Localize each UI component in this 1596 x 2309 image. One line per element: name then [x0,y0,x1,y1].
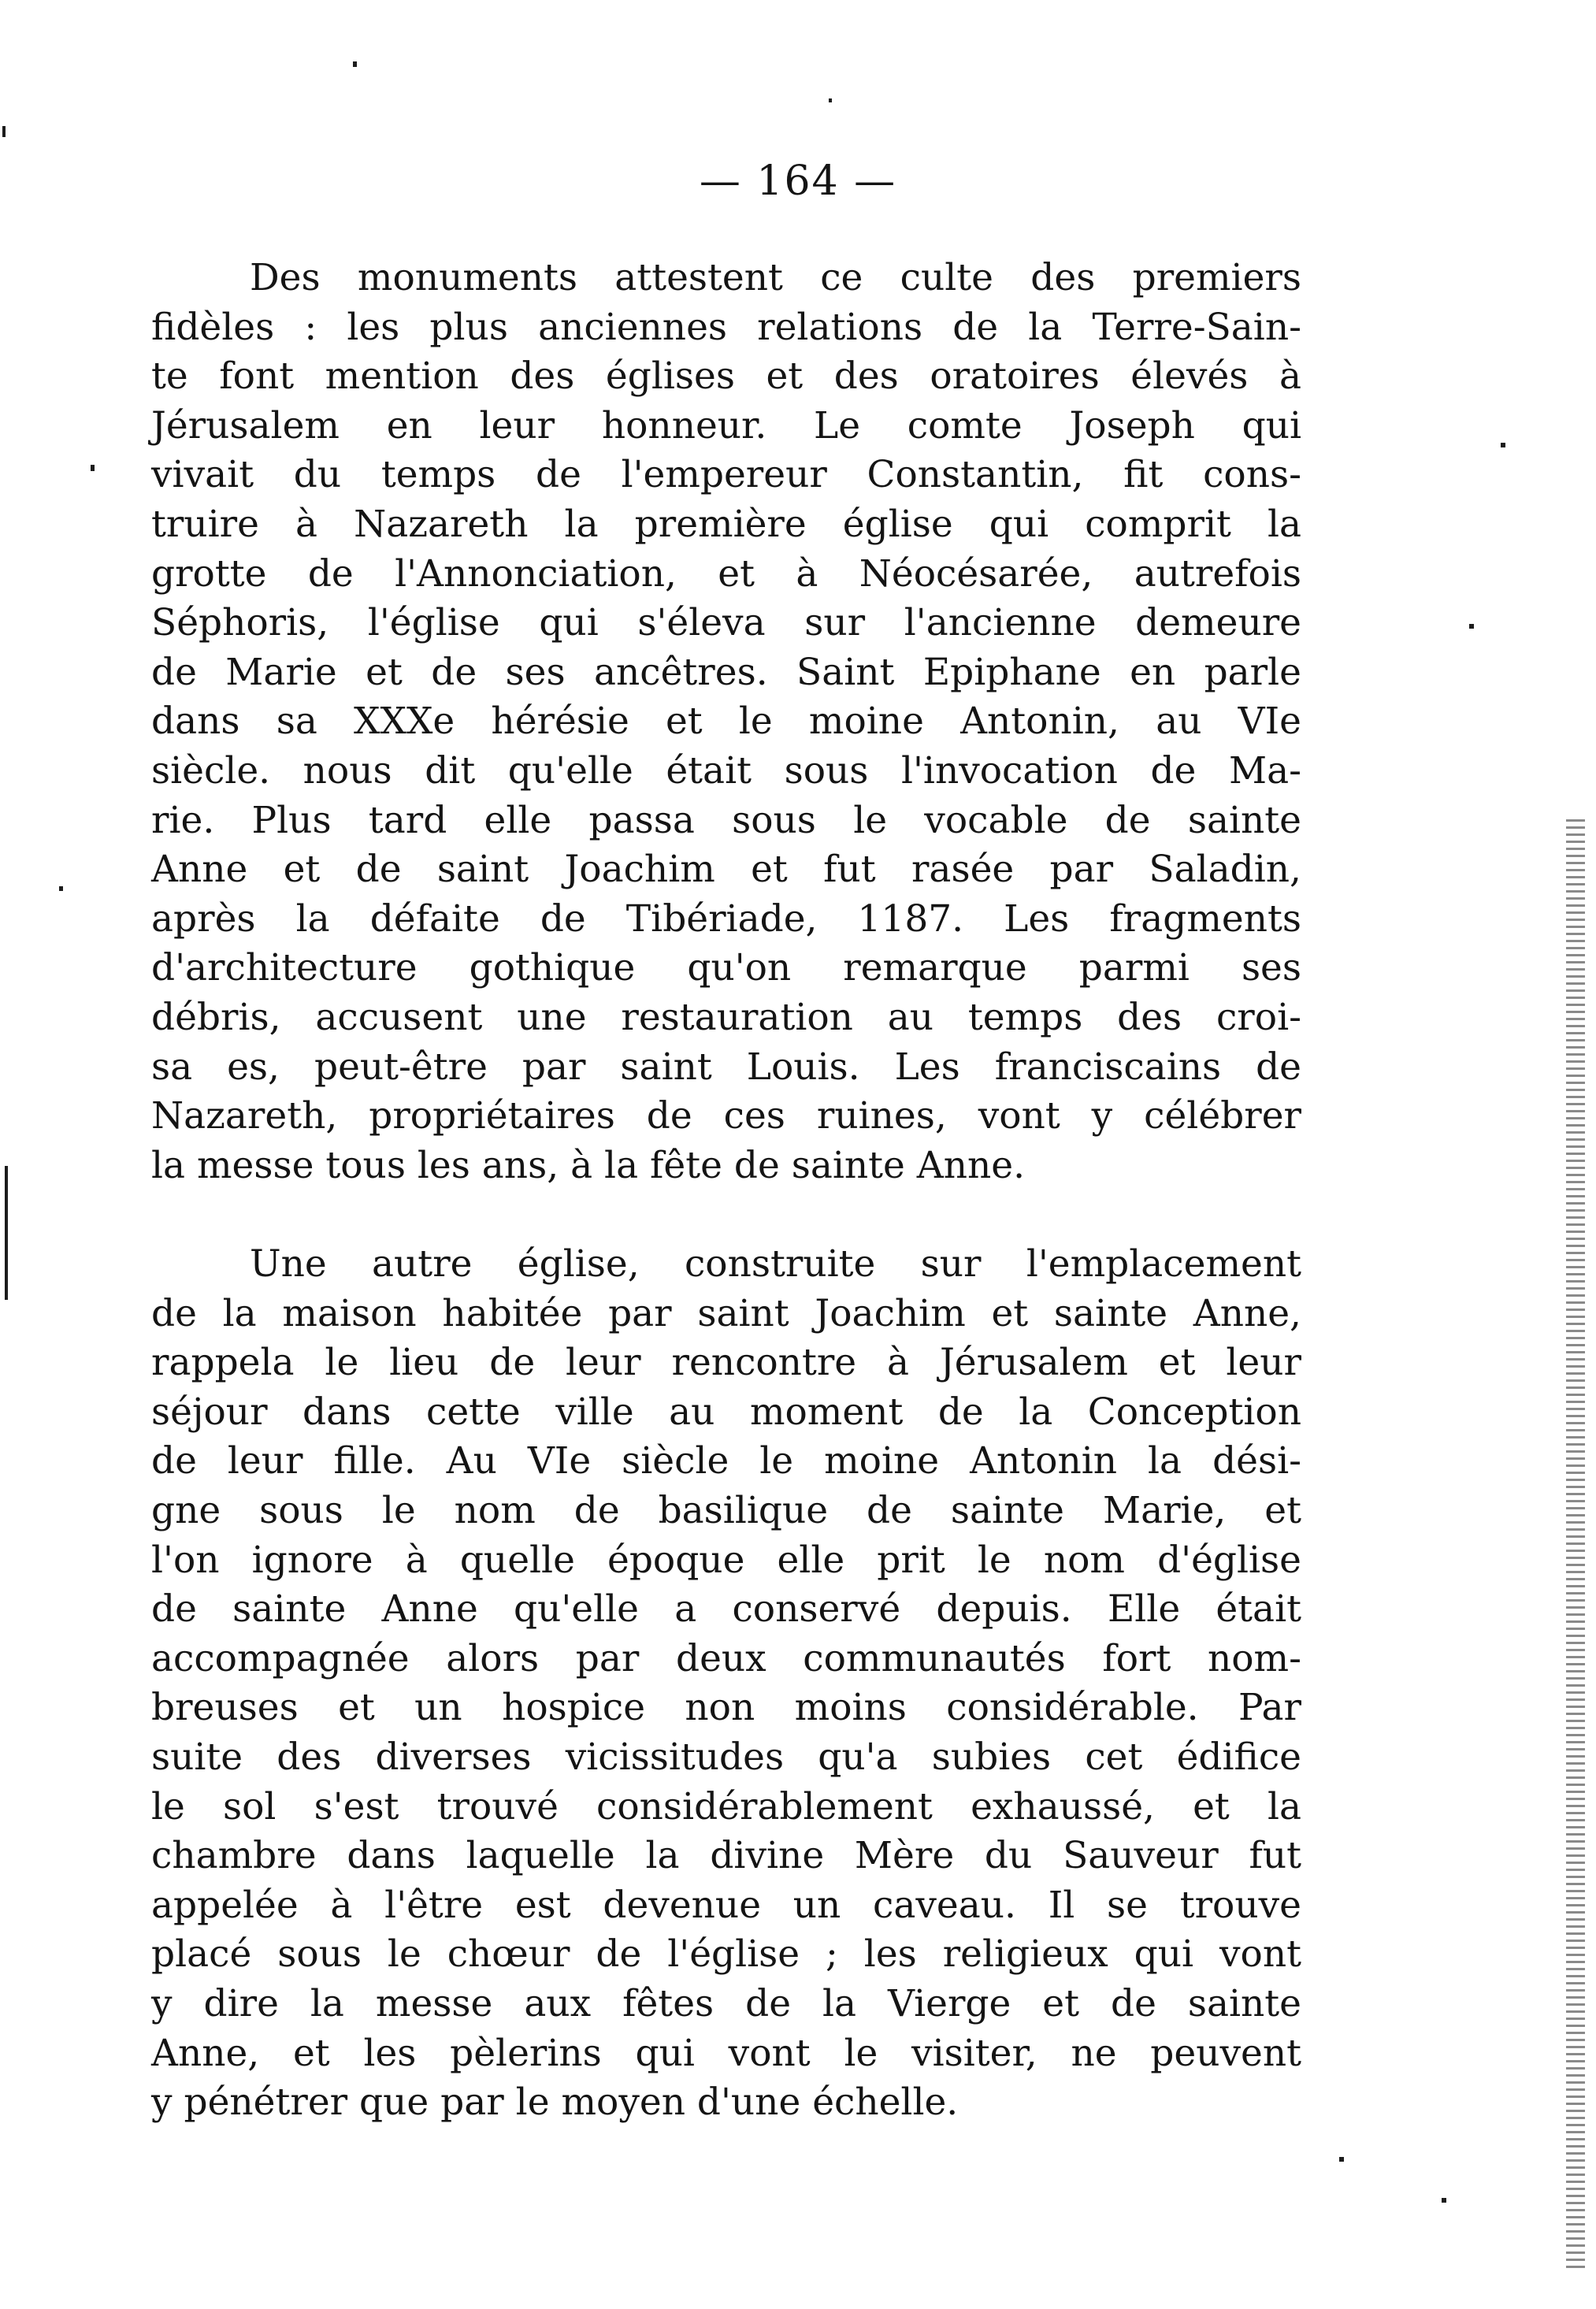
scan-speck [2,126,6,137]
text-line: après la défaite de Tibériade, 1187. Les fragments [151,897,1301,941]
text-line: breuses et un hospice non moins considérable. Par [151,1686,1301,1730]
text-line: vivait du temps de l'empereur Constantin, fit cons- [151,453,1301,497]
scan-speck [1501,443,1505,447]
text-line: Séphoris, l'église qui s'éleva sur l'ancienne demeure [151,601,1301,645]
text-line: débris, accusent une restauration au temps des croi- [151,995,1301,1039]
text-line: de Marie et de ses ancêtres. Saint Epiphane en parle [151,650,1301,694]
text-line: y pénétrer que par le moyen d'une échelle. [151,2081,959,2125]
text-line: Nazareth, propriétaires de ces ruines, vont y célébrer [151,1094,1301,1138]
text-line: gne sous le nom de basilique de sainte Marie, et [151,1488,1301,1532]
page-number-header: — 164 — [699,158,897,205]
text-line: de sainte Anne qu'elle a conservé depuis. Elle était [151,1587,1301,1632]
text-line: Jérusalem en leur honneur. Le comte Joseph qui [151,403,1301,447]
scan-speck [59,886,63,891]
text-line: suite des diverses vicissitudes qu'a subies cet édifice [151,1735,1301,1779]
text-line: de leur fille. Au VIe siècle le moine Antonin la dési- [151,1439,1301,1483]
scan-speck [91,465,95,471]
text-line: le sol s'est trouvé considérablement exhaussé, et la [151,1784,1301,1828]
text-line: fidèles : les plus anciennes relations de la Terre-Sain- [151,305,1301,349]
text-line: grotte de l'Annonciation, et à Néocésarée, autrefois [151,551,1301,596]
scan-speck [353,61,357,67]
text-line: Anne, et les pèlerins qui vont le visiter, ne peuvent [151,2031,1301,2075]
text-line: la messe tous les ans, à la fête de sainte Anne. [151,1143,1026,1187]
paragraph-1 [151,254,1301,1190]
text-line: séjour dans cette ville au moment de la Conception [151,1390,1301,1434]
page-edge-line [5,1166,8,1300]
text-line: Une autre église, construite sur l'emplacement [250,1242,1301,1286]
text-line: truire à Nazareth la première église qui comprit la [151,502,1301,546]
text-line: l'on ignore à quelle époque elle prit le nom d'église [151,1538,1301,1582]
scan-speck [1442,2198,1446,2203]
scan-speck [1469,624,1474,629]
text-line: Des monuments attestent ce culte des premiers [250,256,1301,299]
text-line: dans sa XXXe hérésie et le moine Antonin, au VIe [151,700,1301,744]
text-line: placé sous le chœur de l'église ; les religieux qui vont [151,1932,1301,1977]
text-line: rie. Plus tard elle passa sous le vocable de sainte [151,798,1301,842]
text-line: accompagnée alors par deux communautés fort nom- [151,1636,1301,1680]
scan-speck [829,98,832,102]
binding-edge [1566,819,1585,2269]
text-line: siècle. nous dit qu'elle était sous l'invocation de Ma- [151,748,1301,793]
text-line: rappela le lieu de leur rencontre à Jérusalem et leur [151,1341,1301,1385]
text-line: chambre dans laquelle la divine Mère du Sauveur fut [151,1834,1301,1878]
paragraph-2 [151,1240,1301,2128]
text-line: y dire la messe aux fêtes de la Vierge et de sainte [151,1981,1301,2025]
text-line: d'architecture gothique qu'on remarque parmi ses [151,946,1301,990]
text-line: Anne et de saint Joachim et fut rasée par Saladin, [151,848,1301,892]
scan-speck [1339,2157,1344,2162]
text-line: de la maison habitée par saint Joachim et sainte Anne, [151,1291,1301,1335]
text-line: appelée à l'être est devenue un caveau. Il se trouve [151,1883,1301,1927]
text-line: sa es, peut-être par saint Louis. Les franciscains de [151,1045,1301,1089]
text-line: te font mention des églises et des oratoires élevés à [151,355,1301,399]
